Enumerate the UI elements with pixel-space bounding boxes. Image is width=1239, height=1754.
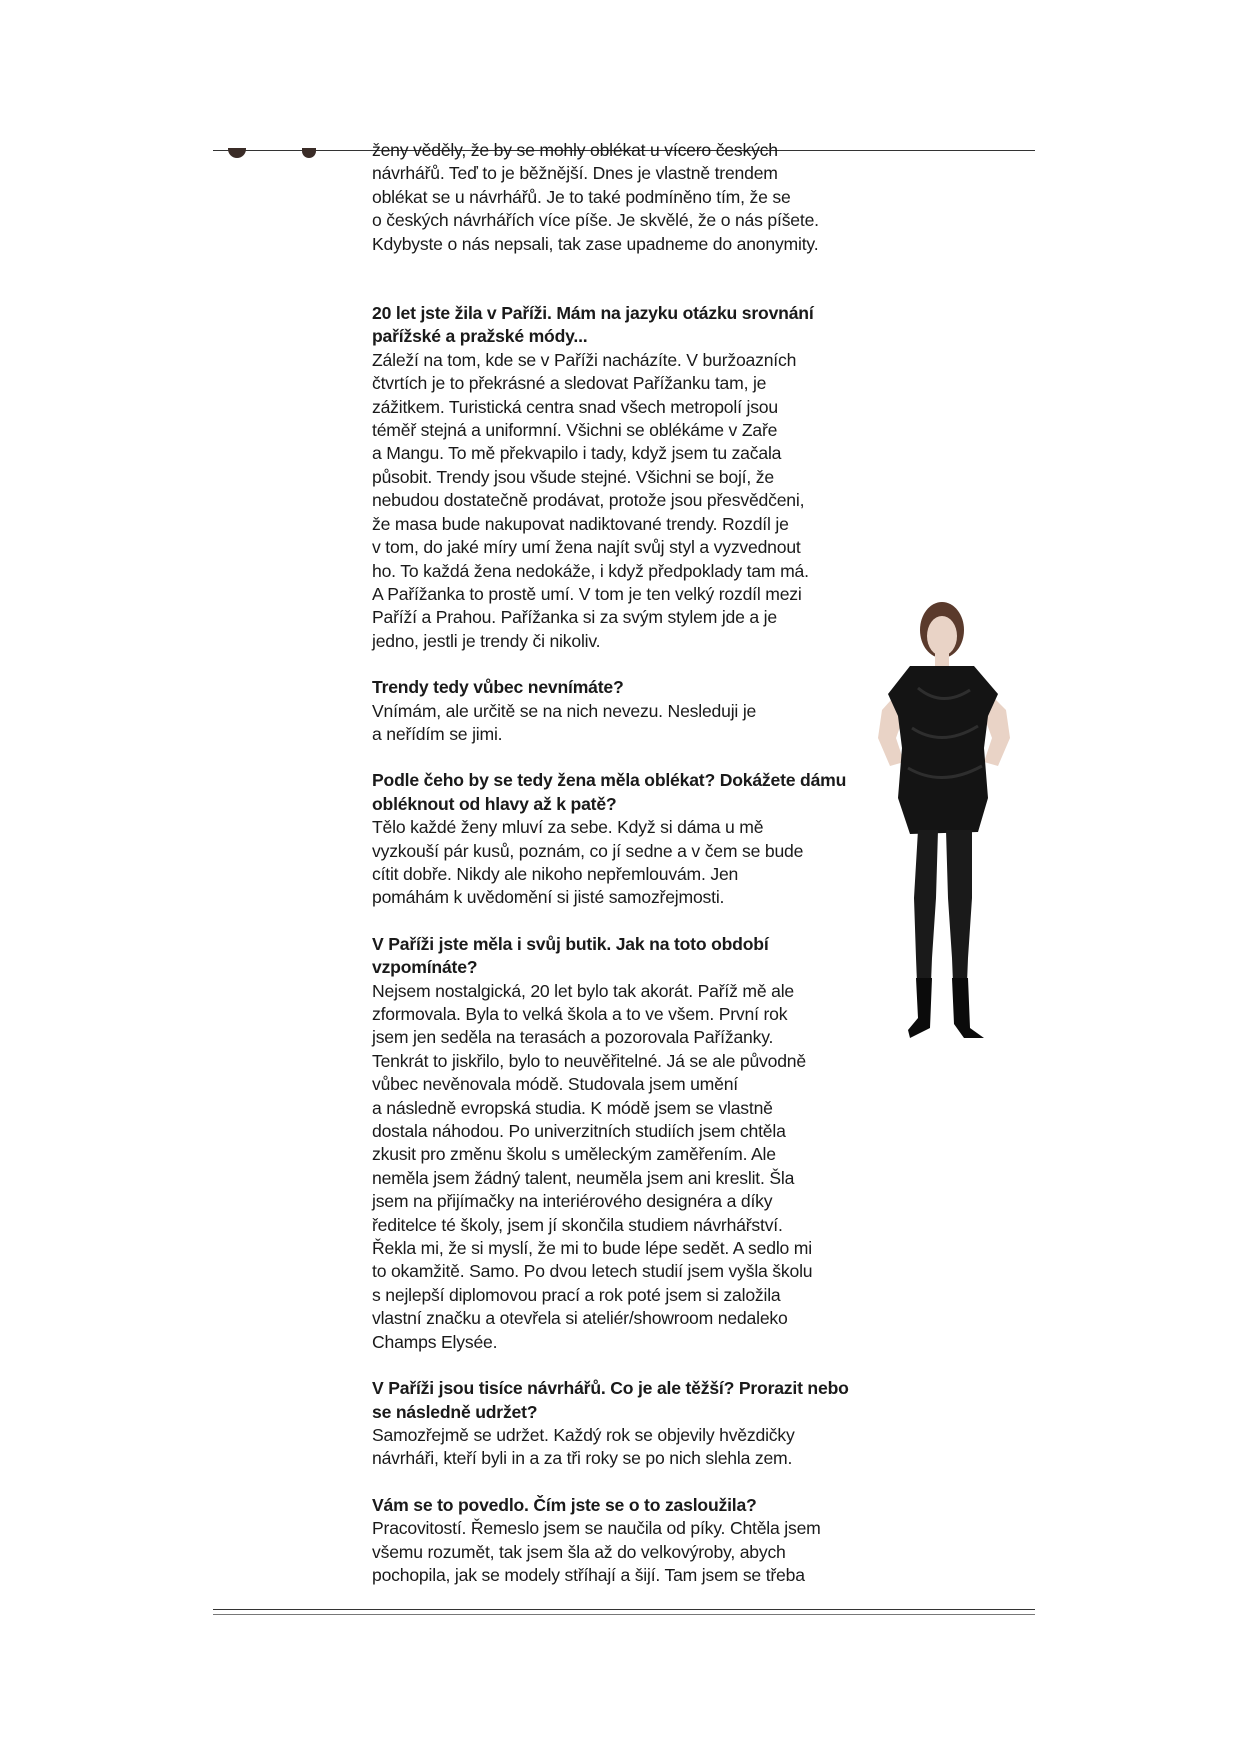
text-line: Kdybyste o nás nepsali, tak zase upadneme do anonymity. xyxy=(372,233,819,254)
cropped-photo-fragment xyxy=(302,148,316,158)
answer-1 xyxy=(372,349,892,653)
question-line: V Paříži jste měla i svůj butik. Jak na toto období xyxy=(372,933,769,954)
fashion-model-photo xyxy=(838,598,1038,1048)
text-line: oblékat se u návrhářů. Je to také podmíněno tím, že se xyxy=(372,186,791,207)
text-line: vlastní značku a otevřela si ateliér/showroom nedaleko xyxy=(372,1308,788,1329)
text-line: Záleží na tom, kde se v Paříži nacházíte. V buržoazních xyxy=(372,349,797,370)
text-line: s nejlepší diplomovou prací a rok poté jsem si založila xyxy=(372,1284,781,1305)
question-line: V Paříži jsou tisíce návrhářů. Co je ale těžší? Prorazit nebo xyxy=(372,1378,849,1399)
bottom-rule xyxy=(213,1609,1035,1610)
text-line: neměla jsem žádný talent, neuměla jsem ani kreslit. Šla xyxy=(372,1167,795,1188)
question-line: se následně udržet? xyxy=(372,1401,538,1422)
question-3 xyxy=(372,769,892,816)
text-line: o českých návrhářích více píše. Je skvělé, že o nás píšete. xyxy=(372,210,819,231)
answer-4 xyxy=(372,980,892,1355)
bottom-rule-thin xyxy=(213,1614,1035,1615)
text-line: pomáhám k uvědomění si jisté samozřejmosti. xyxy=(372,887,725,908)
text-line: návrháři, kteří byli in a za tři roky se po nich slehla zem. xyxy=(372,1448,793,1469)
intro-paragraph xyxy=(372,139,892,256)
text-line: ženy věděly, že by se mohly oblékat u vícero českých xyxy=(372,140,778,160)
question-5 xyxy=(372,1377,892,1424)
text-line: Řekla mi, že si myslí, že mi to bude lépe sedět. A sedlo mi xyxy=(372,1238,812,1259)
text-line: Pracovitostí. Řemeslo jsem se naučila od píky. Chtěla jsem xyxy=(372,1518,821,1539)
text-line: Nejsem nostalgická, 20 let bylo tak akorát. Paříž mě ale xyxy=(372,980,795,1001)
question-2 xyxy=(372,676,892,699)
question-line: Podle čeho by se tedy žena měla oblékat? Dokážete dámu xyxy=(372,770,847,791)
question-line: vzpomínáte? xyxy=(372,957,478,978)
text-line: zážitkem. Turistická centra snad všech metropolí jsou xyxy=(372,396,778,417)
text-line: ho. To každá žena nedokáže, i když předpoklady tam má. xyxy=(372,560,809,581)
question-line: Trendy tedy vůbec nevnímáte? xyxy=(372,677,624,698)
question-line: obléknout od hlavy až k patě? xyxy=(372,793,617,814)
question-1 xyxy=(372,302,892,349)
text-line: čtvrtích je to překrásné a sledovat Pařížanku tam, je xyxy=(372,373,767,394)
model-sweater xyxy=(888,666,998,834)
text-line: v tom, do jaké míry umí žena najít svůj styl a vyzvednout xyxy=(372,537,801,558)
text-line: to okamžitě. Samo. Po dvou letech studií jsem vyšla školu xyxy=(372,1261,813,1282)
text-line: Tělo každé ženy mluví za sebe. Když si dáma u mě xyxy=(372,817,764,838)
question-6 xyxy=(372,1494,892,1517)
model-face xyxy=(927,616,957,656)
answer-2 xyxy=(372,700,892,747)
text-line: Champs Elysée. xyxy=(372,1331,498,1352)
question-4 xyxy=(372,933,892,980)
text-line: ředitelce té školy, jsem jí skončila studiem návrhářství. xyxy=(372,1214,783,1235)
question-line: Vám se to povedlo. Čím jste se o to zasloužila? xyxy=(372,1494,757,1515)
answer-6 xyxy=(372,1517,892,1587)
text-line: Paříží a Prahou. Pařížanka si za svým stylem jde a je xyxy=(372,607,777,628)
text-line: vyzkouší pár kusů, poznám, co jí sedne a v čem se bude xyxy=(372,840,804,861)
text-line: cítit dobře. Nikdy ale nikoho nepřemlouvám. Jen xyxy=(372,863,739,884)
question-line: 20 let jste žila v Paříži. Mám na jazyku otázku srovnání xyxy=(372,303,814,324)
text-line: a následně evropská studia. K módě jsem se vlastně xyxy=(372,1097,773,1118)
text-line: Tenkrát to jiskřilo, bylo to neuvěřitelné. Já se ale původně xyxy=(372,1050,806,1071)
text-line: zformovala. Byla to velká škola a to ve všem. První rok xyxy=(372,1004,788,1024)
text-line: působit. Trendy jsou všude stejné. Všichni se bojí, že xyxy=(372,466,774,487)
text-line: zkusit pro změnu školu s uměleckým zaměřením. Ale xyxy=(372,1144,776,1165)
text-line: dostala náhodou. Po univerzitních studiích jsem chtěla xyxy=(372,1121,786,1142)
model-boots xyxy=(908,978,984,1038)
text-line: jsem na přijímačky na interiérového designéra a díky xyxy=(372,1191,773,1212)
text-line: a Mangu. To mě překvapilo i tady, když jsem tu začala xyxy=(372,443,782,464)
text-line: že masa bude nakupovat nadiktované trendy. Rozdíl je xyxy=(372,513,789,534)
text-line: jedno, jestli je trendy či nikoliv. xyxy=(372,630,601,651)
answer-3 xyxy=(372,816,892,910)
cropped-photo-fragment xyxy=(228,148,246,158)
interview-article xyxy=(372,139,892,1587)
text-line: Samozřejmě se udržet. Každý rok se objevily hvězdičky xyxy=(372,1424,795,1445)
text-line: A Pařížanka to prostě umí. V tom je ten velký rozdíl mezi xyxy=(372,583,802,604)
text-line: jsem jen seděla na terasách a pozorovala Pařížanky. xyxy=(372,1027,774,1048)
question-line: pařížské a pražské módy... xyxy=(372,326,588,347)
text-line: všemu rozumět, tak jsem šla až do velkovýroby, abych xyxy=(372,1541,786,1562)
text-line: vůbec nevěnovala módě. Studovala jsem umění xyxy=(372,1074,738,1095)
answer-5 xyxy=(372,1424,892,1471)
text-line: návrhářů. Teď to je běžnější. Dnes je vlastně trendem xyxy=(372,163,778,184)
text-line: pochopila, jak se modely stříhají a šijí. Tam jsem se třeba xyxy=(372,1564,805,1585)
text-line: nebudou dostatečně prodávat, protože jsou přesvědčeni, xyxy=(372,490,805,511)
text-line: a neřídím se jimi. xyxy=(372,723,503,744)
text-line: téměř stejná a uniformní. Všichni se oblékáme v Zaře xyxy=(372,420,778,441)
text-line: Vnímám, ale určitě se na nich nevezu. Nesleduji je xyxy=(372,700,757,721)
